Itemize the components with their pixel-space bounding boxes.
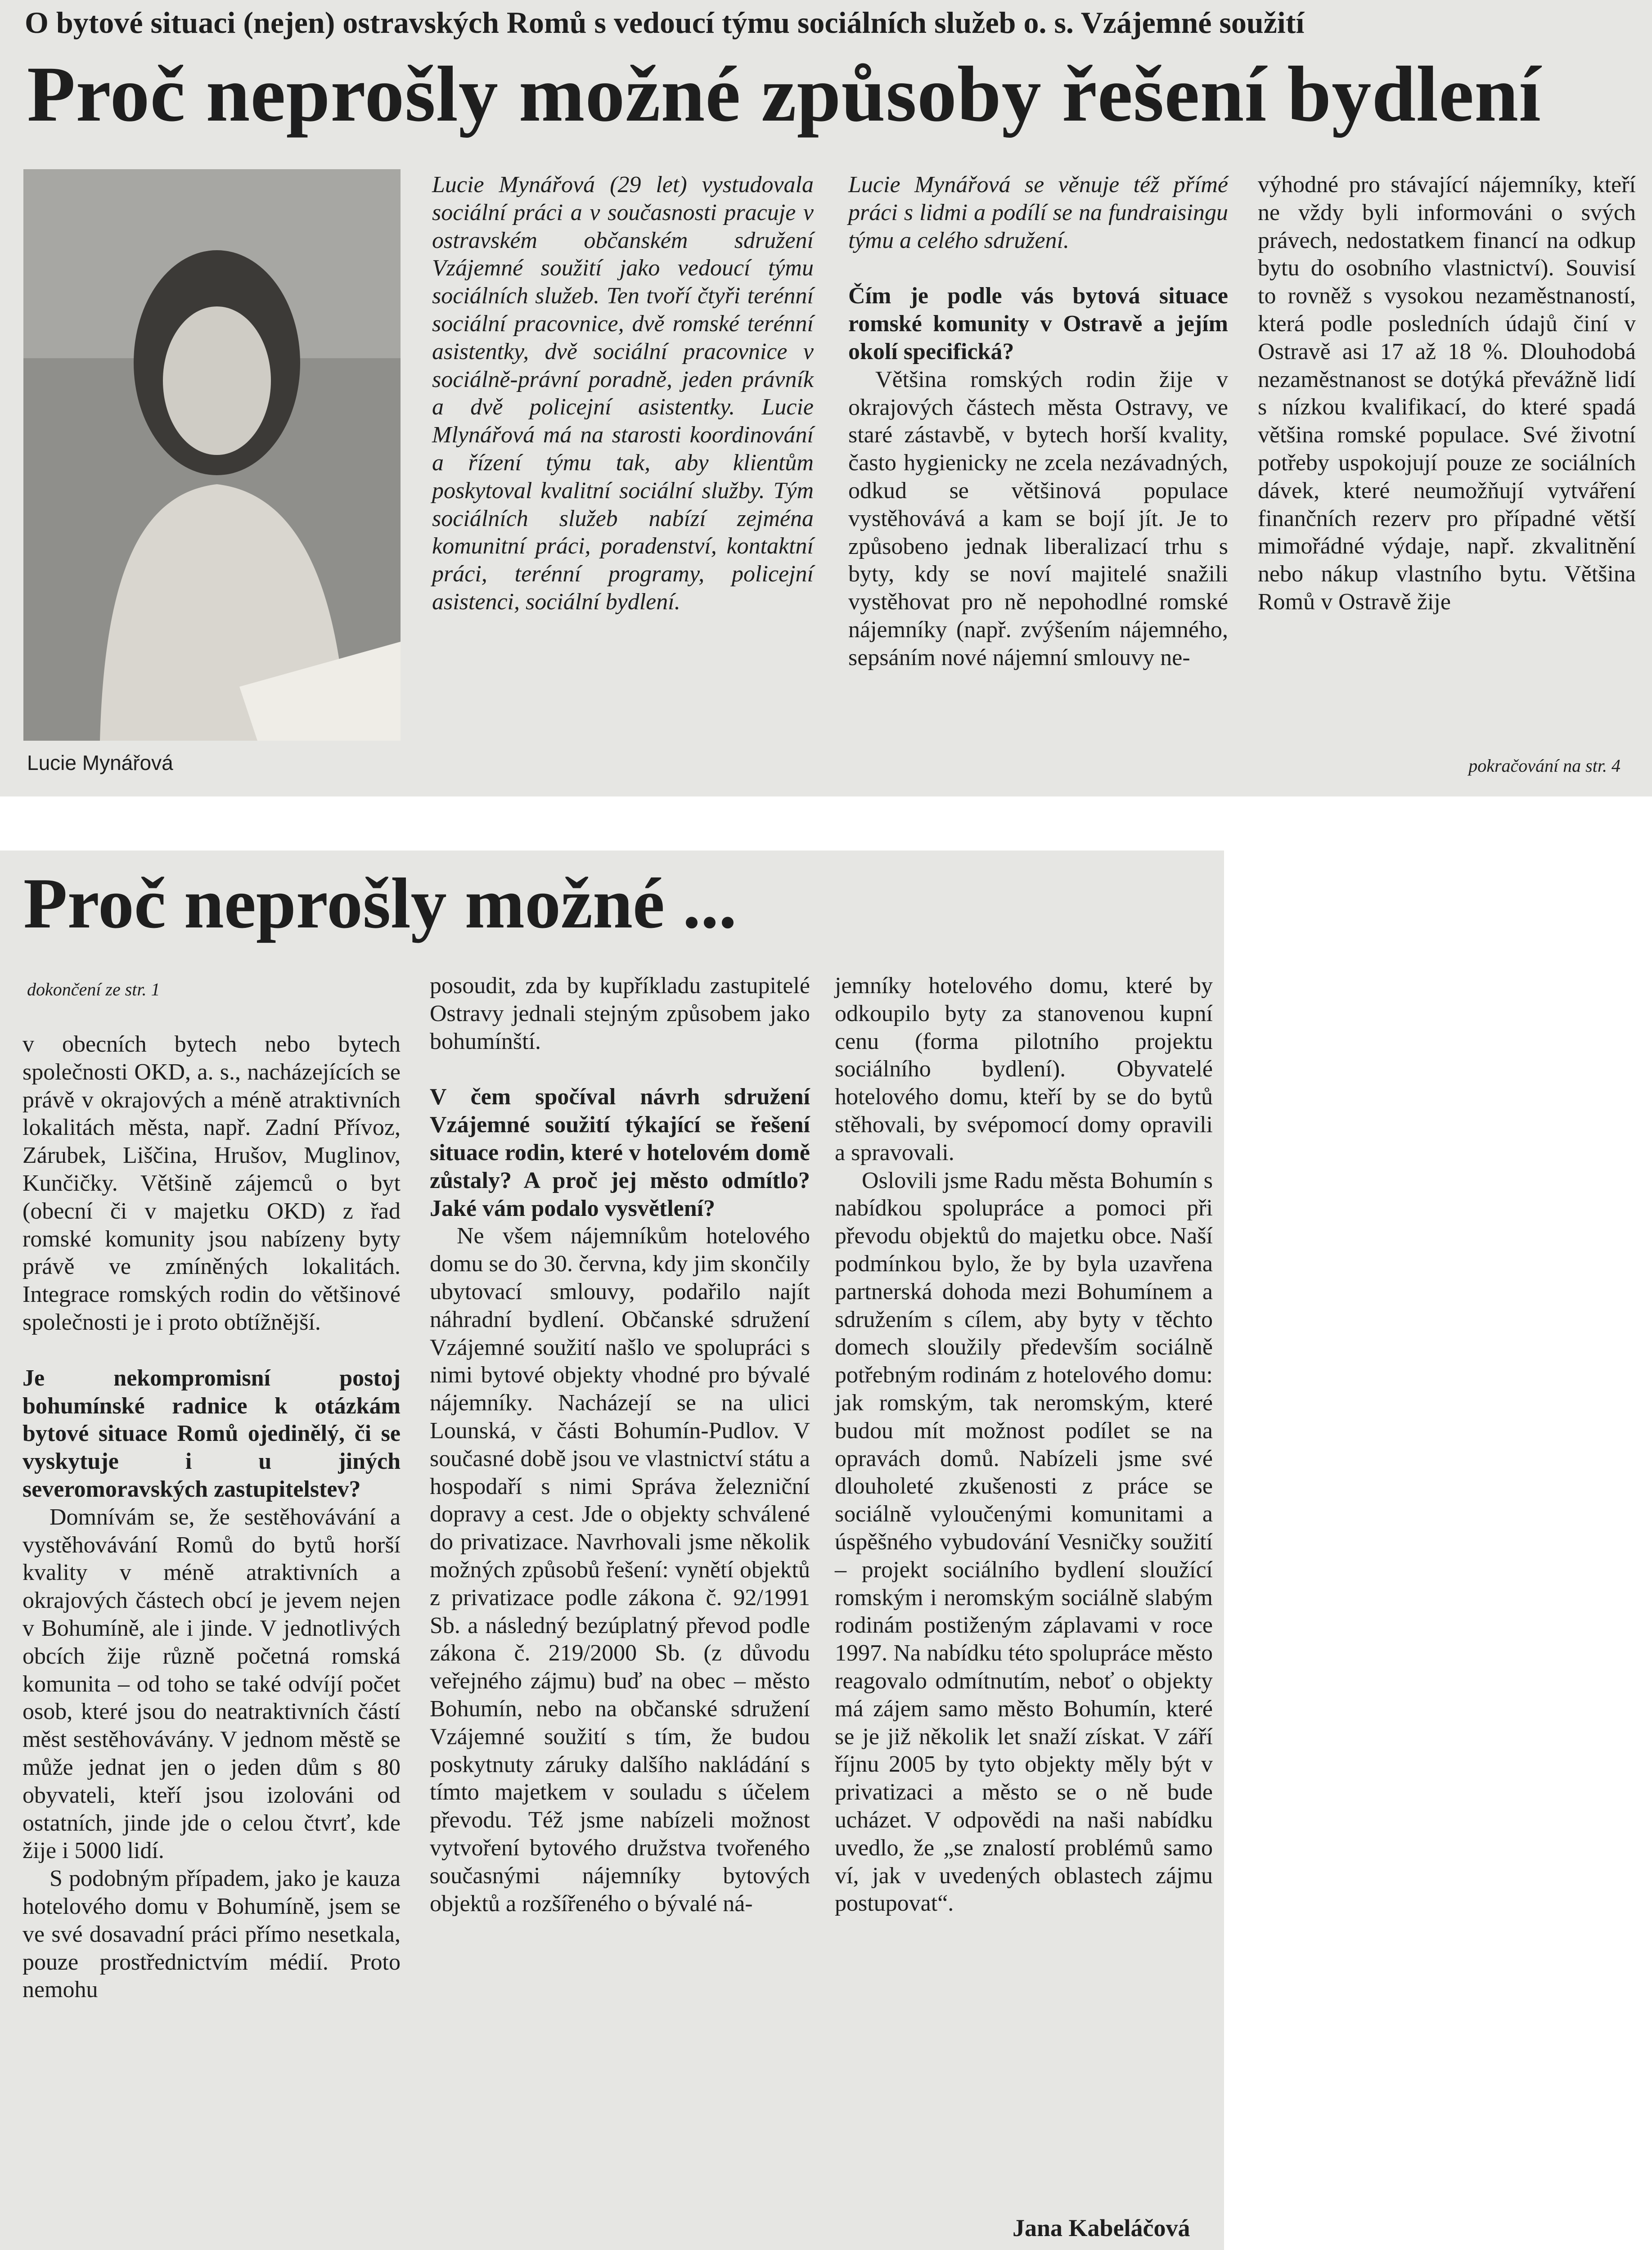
column-2: [848, 171, 1228, 672]
article-headline: Proč neprošly možné způsoby řešení bydlení: [27, 50, 1541, 138]
bottom-column-2: [430, 972, 810, 1917]
portrait-image: [23, 169, 401, 741]
paragraph: posoudit, zda by kupříkladu zastupitelé Ostravy jednali stejným způsobem jako bohumínští.: [430, 973, 810, 1054]
paragraph: Ne všem nájemníkům hotelového domu se do 30. června, kdy jim skončily ubytovací smlouvy, podařilo najít náhradní bydlení. Občanské sdružení Vzájemné soužití našlo ve spolupráci s nimi bytové objekty vhodné pro bývalé nájemníky. Nacházejí se na ulici Lounská, v části Bohumín-Pudlov. V současné době jsou ve vlastnictví státu a hospodaří s nimi Správa železniční dopravy a cest. Jde o objekty schválené do privatizace. Navrhovali jsme několik možných způsobů řešení: vynětí objektů z privatizace podle zákona č. 92/1991 Sb. a následný bezúplatný převod podle zákona č. 219/2000 Sb. (z důvodu veřejného zájmu) buď na obec – město Bohumín, nebo na občanské sdružení Vzájemné soužití s tím, že budou poskytnuty záruky dalšího nakládání s tímto majetkem v souladu s účelem převodu. Též jsme nabízeli možnost vytvoření bytového družstva tvořeného současnými nájemníky bytových objektů a rozšířeného o bývalé ná-: [430, 1223, 810, 1917]
bottom-column-3: [835, 972, 1213, 1917]
continued-from-note: dokončení ze str. 1: [27, 979, 160, 999]
continuation-headline: Proč neprošly možné ...: [23, 863, 737, 943]
continued-note: pokračování na str. 4: [1468, 756, 1620, 776]
portrait-photo: [23, 169, 401, 741]
paragraph: jemníky hotelového domu, které by odkoupilo byty za stanovenou kupní cenu (forma pilotního projektu sociálního bydlení). Obyvatelé hotelového domu, kteří by se do bytů stěhovali, by svépomocí domy opravili a spravovali.: [835, 973, 1213, 1166]
answer-continued: výhodné pro stávající nájemníky, kteří ne vždy byli informováni o svých právech, nedostatkem financí na odkup bytu do osobního vlastnictví). Souvisí to rovněž s vysokou nezaměstnaností, která podle posledních údajů činí v Ostravě asi 17 až 18 %. Dlouhodobá nezaměstnanost se dotýká převážně lidí s nízkou kvalifikací, do které spadá většina romské populace. Své životní potřeby uspokojují pouze ze sociálních dávek, které neumožňují vytváření finančních rezerv pro případné větší mimořádné výdaje, např. zkvalitnění nebo nákup vlastního bytu. Většina Romů v Ostravě žije: [1258, 172, 1636, 615]
interview-question-1: Čím je podle vás bytová situace romské komunity v Ostravě a jejím okolí specifická?: [848, 283, 1228, 364]
spacer: [848, 254, 1228, 282]
column-3: [1258, 171, 1636, 616]
spacer: [23, 1336, 401, 1364]
intro-continued: Lucie Mynářová se věnuje též přímé práci s lidmi a podílí se na fundraisingu týmu a celého sdružení.: [848, 172, 1228, 253]
interview-answer-1: Většina romských rodin žije v okrajových částech města Ostravy, ve staré zástavbě, v bytech horší kvality, často hygienicky ne zcela nezávadných, odkud se většinová populace vystěhovává a kam se bojí jít. Je to způsobeno jednak liberalizací trhu s byty, kdy se noví majitelé snažili vystěhovat pro ně nepohodlné romské nájemníky (např. zvýšením nájemného, sepsáním nové nájemní smlouvy ne-: [848, 366, 1228, 670]
article-kicker: O bytové situaci (nejen) ostravských Romů s vedoucí týmu sociálních služeb o. s. Vzájemné soužití: [25, 5, 1305, 40]
paragraph: v obecních bytech nebo bytech společnosti OKD, a. s., nacházejících se právě v okrajových a méně atraktivních lokalitách města, např. Zadní Přívoz, Zárubek, Liščina, Hrušov, Muglinov, Kunčičky. Většině zájemců o byt (obecní či v majetku OKD) z řad romské komunity jsou nabízeny byty právě ve zmíněných lokalitách. Integrace romských rodin do většinové společnosti je i proto obtížnější.: [23, 1031, 401, 1335]
paragraph: Domnívám se, že sestěhovávání a vystěhovávání Romů do bytů horší kvality v méně atraktivních a okrajových částech obcí je jevem nejen v Bohumíně, ale i jinde. V jednotlivých obcích žije různě početná romská komunita – od toho se také odvíjí počet osob, které jsou do neatraktivních částí měst sestěhovávány. V jednom městě se může jednat jen o jeden dům s 80 obyvateli, kteří jsou izolováni od ostatních, jinde jde o celou čtvrť, kde žije i 5000 lidí.: [23, 1504, 401, 1864]
paragraph: S podobným případem, jako je kauza hotelového domu v Bohumíně, jsem se ve své dosavadní práci přímo nesetkala, pouze prostřednictvím médií. Proto nemohu: [23, 1866, 401, 2003]
paragraph: Oslovili jsme Radu města Bohumín s nabídkou spolupráce a pomoci při převodu objektů do majetku obce. Naší podmínkou bylo, že by byla uzavřena partnerská dohoda mezi Bohumínem a sdružením s cílem, aby byty v těchto domech sloužily především sociálně potřebným rodinám z hotelového domu: jak romským, tak neromským, které budou mít možnost podílet se na opravách domů. Nabízeli jsme své dlouholeté zkušenosti z práce se sociálně vyloučenými komunitami a úspěšného vybudování Vesničky soužití – projekt sociálního bydlení sloužící romským i neromským sociálně slabým rodinám postiženým záplavami v roce 1997. Na nabídku této spolupráce město reagovalo odmítnutím, neboť o objekty má zájem samo město Bohumín, které se je již několik let snaží získat. V září říjnu 2005 by tyto objekty měly být v privatizaci a město se o ně bude ucházet. V odpovědi na naši nabídku uvedlo, že „se znalostí problémů samo ví, jak v uvedených oblastech zájmu postupovat“.: [835, 1167, 1213, 1917]
interview-question-2: Je nekompromisní postoj bohumínské radnice k otázkám bytové situace Romů ojedinělý, či se vyskytuje i u jiných severomoravských zastupitelstev?: [23, 1365, 401, 1502]
interview-question-3: V čem spočíval návrh sdružení Vzájemné soužití týkající se řešení situace rodin, které v hotelovém domě zůstaly? A proč jej město odmítlo? Jaké vám podalo vysvětlení?: [430, 1084, 810, 1221]
author-byline: Jana Kabeláčová: [1013, 2214, 1190, 2241]
spacer: [430, 1055, 810, 1083]
photo-caption: Lucie Mynářová: [27, 751, 173, 774]
bottom-column-1: [23, 1030, 401, 2004]
intro-paragraph: Lucie Mynářová (29 let) vystudovala sociální práci a v současnosti pracuje v ostravském občanském sdružení Vzájemné soužití jako vedoucí týmu sociálních služeb. Ten tvoří čtyři terénní sociální pracovnice, dvě romské terénní asistentky, dvě sociální pracovnice v sociálně-právní poradně, jeden právník a dvě policejní asistentky. Lucie Mlynářová má na starosti koordinování a řízení týmu tak, aby klientům poskytoval kvalitní sociální služby. Tým sociálních služeb nabízí zejména komunitní práci, poradenství, kontaktní práci, terénní programy, policejní asistenci, sociální bydlení.: [432, 172, 814, 615]
intro-column: [432, 171, 814, 616]
